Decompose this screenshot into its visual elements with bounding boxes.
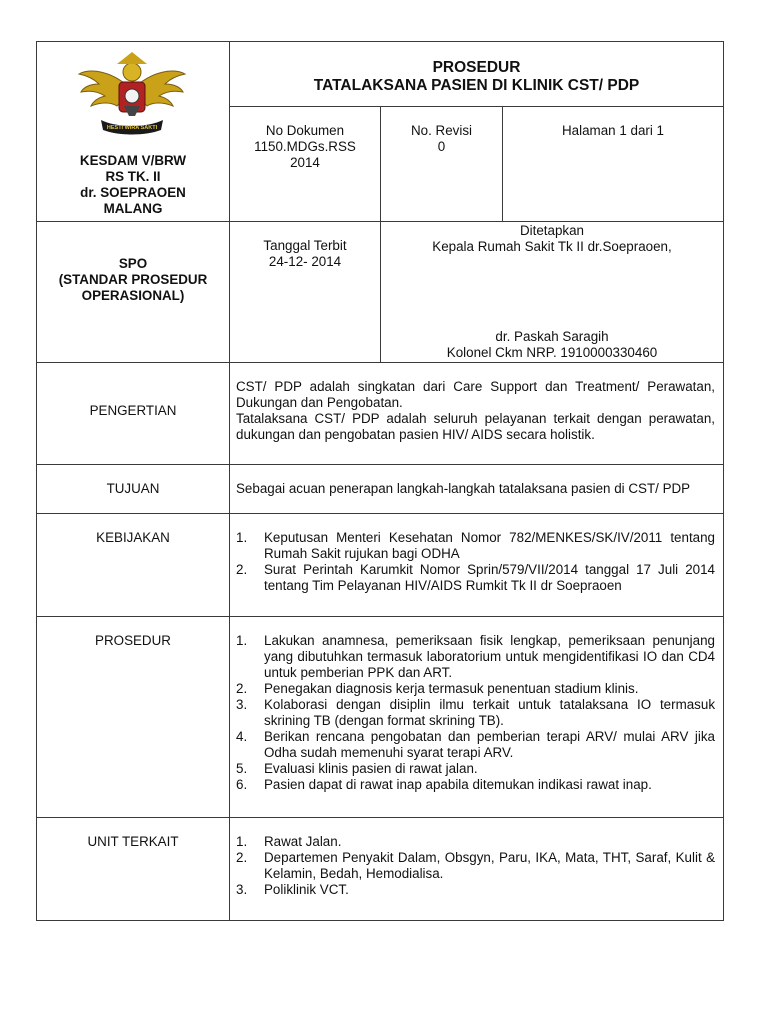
list-item: 4. Berikan rencana pengobatan dan pemberian terapi ARV/ mulai ARV jika Odha sudah memenuhi syarat terapi ARV. <box>236 729 716 760</box>
list-item: 1. Keputusan Menteri Kesehatan Nomor 782/MENKES/SK/IV/2011 tentang Rumah Sakit rujukan bagi ODHA <box>236 530 716 561</box>
tujuan-label: TUJUAN <box>106 481 160 496</box>
no-dokumen-label: No Dokumen <box>265 122 345 138</box>
spo-subtitle-1: (STANDAR PROSEDUR <box>58 272 208 287</box>
pengertian-paragraph-1: CST/ PDP adalah singkatan dari Care Support dan Treatment/ Perawatan, Dukungan dan Pengobatan. <box>236 379 716 410</box>
org-line-4: MALANG <box>103 201 163 216</box>
organization-name <box>37 153 229 217</box>
list-item: 3. Kolaborasi dengan disiplin ilmu terkait untuk tatalaksana IO termasuk skrining TB (dengan format skrining TB). <box>236 697 716 728</box>
tujuan-text: Sebagai acuan penerapan langkah-langkah tatalaksana pasien di CST/ PDP <box>236 481 691 496</box>
list-item: 6. Pasien dapat di rawat inap apabila ditemukan indikasi rawat inap. <box>236 777 652 792</box>
list-item: 5. Evaluasi klinis pasien di rawat jalan. <box>236 761 478 776</box>
spo-subtitle-2: OPERASIONAL) <box>81 288 185 303</box>
tanggal-terbit-cell <box>230 222 381 363</box>
ditetapkan-label: Ditetapkan <box>519 223 585 238</box>
unit-terkait-label-cell <box>37 818 230 921</box>
signer-name: dr. Paskah Saragih <box>495 329 609 344</box>
unit-terkait-label: UNIT TERKAIT <box>87 834 179 849</box>
no-dokumen-value-1: 1150.MDGs.RSS <box>254 138 356 154</box>
halaman-cell <box>503 106 724 221</box>
kebijakan-list <box>236 530 715 594</box>
list-item: 1. Lakukan anamnesa, pemeriksaan fisik lengkap, pemeriksaan penunjang yang dibutuhkan termasuk laboratorium untuk mengidentifikasi IO dan CD4 untuk pemberian PPK dan ART. <box>236 633 716 680</box>
document-title-cell <box>230 42 724 107</box>
prosedur-label: PROSEDUR <box>95 633 171 648</box>
kebijakan-label-cell <box>37 514 230 617</box>
kepala-rs-label: Kepala Rumah Sakit Tk II dr.Soepraoen, <box>432 239 672 254</box>
pengertian-paragraph-2: Tatalaksana CST/ PDP adalah seluruh pelayanan terkait dengan perawatan, dukungan dan pengobatan pasien HIV/ AIDS secara holistik. <box>236 411 716 442</box>
org-line-2: RS TK. II <box>105 169 161 184</box>
spo-label-cell <box>37 222 230 363</box>
header-org-cell <box>37 42 230 222</box>
no-revisi-value: 0 <box>437 138 446 154</box>
spo-title: SPO <box>118 256 148 271</box>
no-revisi-cell <box>381 106 503 221</box>
list-item: 3. Poliklinik VCT. <box>236 882 349 897</box>
tujuan-label-cell <box>37 465 230 514</box>
list-item: 2. Penegakan diagnosis kerja termasuk penentuan stadium klinis. <box>236 681 639 696</box>
document-title-line-2: TATALAKSANA PASIEN DI KLINIK CST/ PDP <box>313 77 640 94</box>
unit-terkait-list <box>236 834 715 898</box>
pengertian-content-cell <box>230 363 724 465</box>
tanggal-terbit-label: Tanggal Terbit <box>263 238 347 253</box>
document-title-line-1: PROSEDUR <box>432 59 521 76</box>
prosedur-label-cell <box>37 617 230 818</box>
list-item: 2. Departemen Penyakit Dalam, Obsgyn, Paru, IKA, Mata, THT, Saraf, Kulit & Kelamin, Bedah, Hemodialisa. <box>236 850 716 881</box>
org-line-3: dr. SOEPRAOEN <box>80 185 186 200</box>
tujuan-content-cell <box>230 465 724 514</box>
spo-document <box>36 41 723 918</box>
signer-rank: Kolonel Ckm NRP. 1910000330460 <box>446 345 658 360</box>
kebijakan-content-cell <box>230 514 724 617</box>
org-line-1: KESDAM V/BRW <box>79 153 187 168</box>
kesdam-emblem-logo <box>77 50 187 142</box>
pengertian-label-cell <box>37 363 230 465</box>
spo-table <box>36 41 724 921</box>
signature-block <box>381 329 723 361</box>
unit-terkait-content-cell <box>230 818 724 921</box>
tanggal-terbit-value: 24-12- 2014 <box>268 254 342 269</box>
ditetapkan-cell <box>381 222 724 363</box>
kebijakan-label: KEBIJAKAN <box>96 530 170 545</box>
halaman-text: Halaman 1 dari 1 <box>562 122 664 138</box>
no-dokumen-cell <box>230 106 381 221</box>
pengertian-label: PENGERTIAN <box>89 403 177 418</box>
list-item: 2. Surat Perintah Karumkit Nomor Sprin/579/VII/2014 tanggal 17 Juli 2014 tentang Tim Pelayanan HIV/AIDS Rumkit Tk II dr Soepraoen <box>236 562 716 593</box>
prosedur-content-cell <box>230 617 724 818</box>
no-revisi-label: No. Revisi <box>410 122 473 138</box>
prosedur-list <box>236 633 715 793</box>
no-dokumen-value-2: 2014 <box>290 154 320 170</box>
logo-motto-text: HESTI WIRA SAKTI <box>106 125 158 131</box>
list-item: 1. Rawat Jalan. <box>236 834 342 849</box>
